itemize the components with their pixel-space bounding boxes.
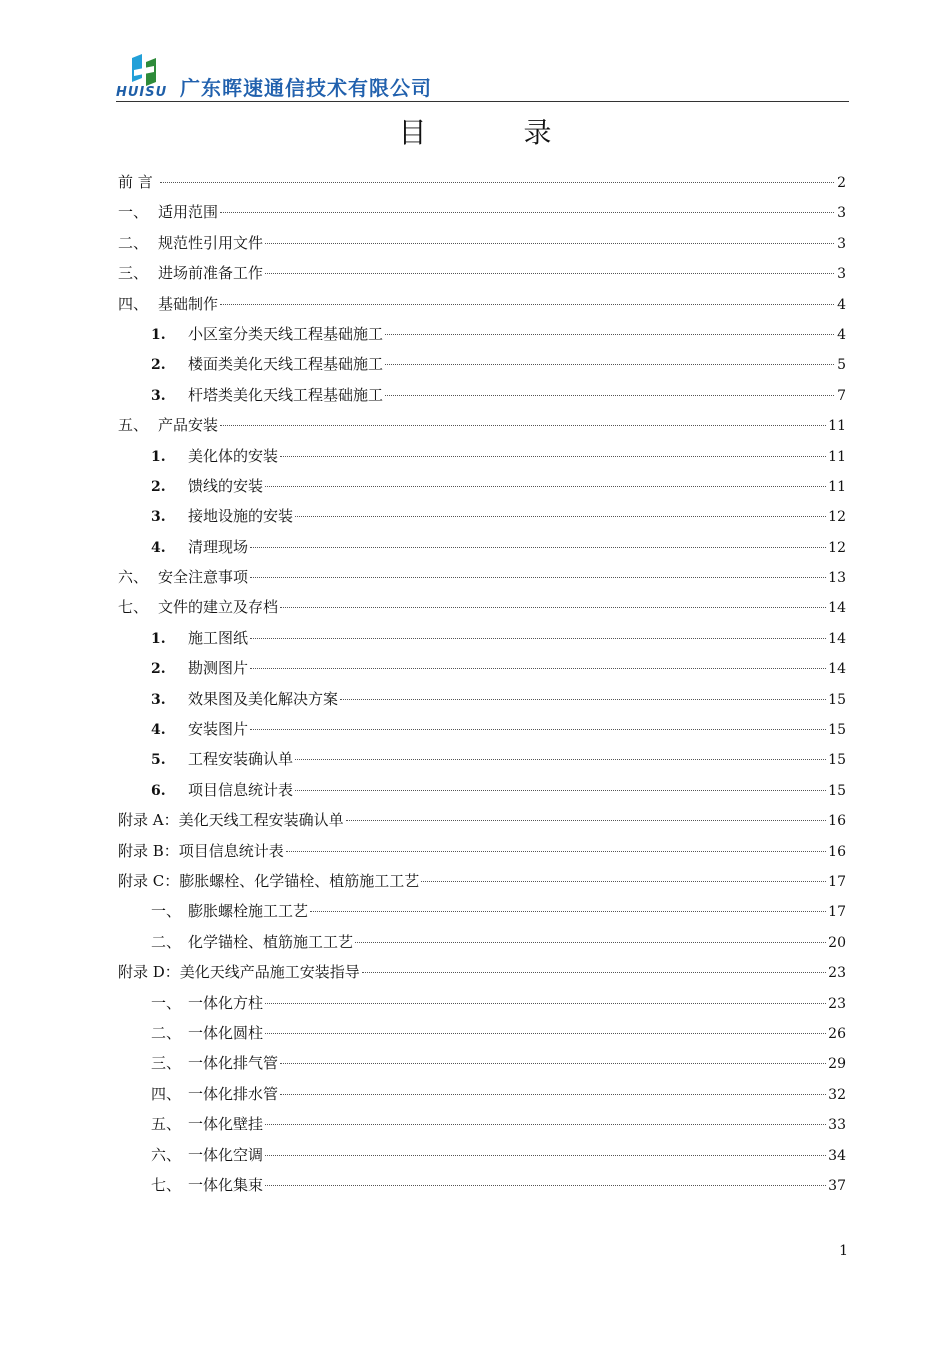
toc-leader-dots xyxy=(265,486,826,487)
toc-entry-number: 五、 xyxy=(151,1115,182,1134)
toc-entry-number: 3. xyxy=(151,691,166,708)
toc-leader-dots xyxy=(295,759,826,760)
toc-entry-page: 11 xyxy=(828,448,846,465)
toc-entry-number: 6. xyxy=(151,782,166,799)
toc-leader-dots xyxy=(220,212,834,213)
toc-entry[interactable] xyxy=(118,1079,846,1109)
toc-leader-dots xyxy=(265,243,834,244)
toc-entry-number: 七、 xyxy=(118,598,149,617)
toc-entry-number: 四、 xyxy=(151,1084,182,1103)
toc-entry[interactable] xyxy=(118,532,846,562)
toc-entry[interactable] xyxy=(118,896,846,926)
toc-entry-label: 项目信息统计表 xyxy=(188,780,294,799)
toc-entry[interactable] xyxy=(118,197,846,227)
toc-entry-page: 12 xyxy=(828,509,846,526)
toc-entry-number: 前 言 xyxy=(118,173,153,191)
toc-entry-label: 美化体的安装 xyxy=(188,446,279,465)
toc-leader-dots xyxy=(385,334,834,335)
toc-entry-label: 附录 B：项目信息统计表 xyxy=(118,841,284,860)
toc-leader-dots xyxy=(280,456,826,457)
toc-entry-label: 附录 A：美化天线工程安装确认单 xyxy=(118,811,344,830)
toc-leader-dots xyxy=(265,273,834,274)
toc-entry-number: 二、 xyxy=(118,233,149,252)
toc-entry-number: 一、 xyxy=(151,993,182,1012)
toc-entry-number: 3. xyxy=(151,509,166,526)
toc-entry-page: 17 xyxy=(828,904,846,921)
toc-entry-page: 7 xyxy=(837,387,846,404)
toc-leader-dots xyxy=(250,638,826,639)
toc-entry-label: 一体化空调 xyxy=(188,1145,264,1164)
toc-entry-number: 5. xyxy=(151,752,166,769)
toc-leader-dots xyxy=(295,790,826,791)
toc-entry-page: 23 xyxy=(828,995,846,1012)
toc-entry-label: 产品安装 xyxy=(158,416,219,435)
page-title: 目 录 xyxy=(398,116,596,149)
toc-entry-label: 楼面类美化天线工程基础施工 xyxy=(188,355,384,374)
toc-entry[interactable] xyxy=(118,258,846,288)
toc-entry-page: 2 xyxy=(837,175,846,191)
toc-leader-dots xyxy=(250,668,826,669)
toc-entry-page: 12 xyxy=(828,539,846,556)
toc-entry-page: 14 xyxy=(828,600,846,617)
toc-entry-page: 37 xyxy=(828,1177,846,1194)
toc-entry-label: 一体化壁挂 xyxy=(188,1115,264,1134)
toc-entry-number: 五、 xyxy=(118,416,149,435)
toc-entry-label: 规范性引用文件 xyxy=(158,233,264,252)
toc-entry-label: 效果图及美化解决方案 xyxy=(188,689,339,708)
toc-leader-dots xyxy=(265,1003,826,1004)
toc-entry-label: 施工图纸 xyxy=(188,628,249,647)
toc-entry[interactable] xyxy=(118,592,846,622)
toc-entry-label: 馈线的安装 xyxy=(188,476,264,495)
table-of-contents xyxy=(118,167,846,1200)
toc-entry-label: 一体化集束 xyxy=(188,1175,264,1194)
toc-entry-number: 4. xyxy=(151,722,166,739)
page-number: 1 xyxy=(839,1243,848,1259)
toc-entry[interactable] xyxy=(118,1109,846,1139)
toc-entry-label: 文件的建立及存档 xyxy=(158,598,279,617)
toc-entry-page: 4 xyxy=(837,326,846,343)
toc-entry-label: 杆塔类美化天线工程基础施工 xyxy=(188,385,384,404)
toc-entry-page: 34 xyxy=(828,1147,846,1164)
toc-entry-page: 26 xyxy=(828,1025,846,1042)
toc-entry-number: 1. xyxy=(151,326,166,343)
toc-entry-label: 基础制作 xyxy=(158,294,219,313)
toc-entry-number: 七、 xyxy=(151,1175,182,1194)
toc-entry[interactable] xyxy=(118,866,846,896)
toc-leader-dots xyxy=(250,577,826,578)
toc-entry-page: 16 xyxy=(828,843,846,860)
toc-entry[interactable] xyxy=(118,714,846,744)
toc-leader-dots xyxy=(250,729,826,730)
toc-leader-dots xyxy=(280,607,826,608)
toc-entry-page: 3 xyxy=(837,235,846,252)
toc-leader-dots xyxy=(280,1094,826,1095)
toc-entry[interactable] xyxy=(118,562,846,592)
toc-entry-number: 一、 xyxy=(118,203,149,222)
toc-entry-page: 11 xyxy=(828,418,846,435)
toc-entry-page: 23 xyxy=(828,965,846,982)
toc-leader-dots xyxy=(340,699,826,700)
toc-entry-number: 六、 xyxy=(151,1145,182,1164)
toc-entry-number: 四、 xyxy=(118,294,149,313)
toc-leader-dots xyxy=(250,547,826,548)
toc-entry[interactable] xyxy=(118,349,846,379)
toc-entry-page: 15 xyxy=(828,752,846,769)
toc-entry-number: 一、 xyxy=(151,902,182,921)
toc-entry-label: 化学锚栓、植筋施工工艺 xyxy=(188,932,354,951)
toc-entry[interactable] xyxy=(118,289,846,319)
toc-entry-page: 4 xyxy=(837,296,846,313)
toc-leader-dots xyxy=(160,182,834,183)
toc-leader-dots xyxy=(220,304,834,305)
toc-entry-label: 工程安装确认单 xyxy=(188,750,294,769)
toc-entry-number: 1. xyxy=(151,448,166,465)
toc-entry[interactable] xyxy=(118,1170,846,1200)
toc-entry-number: 二、 xyxy=(151,1023,182,1042)
toc-entry-label: 小区室分类天线工程基础施工 xyxy=(188,324,384,343)
toc-entry-label: 一体化排气管 xyxy=(188,1054,279,1073)
toc-entry-page: 14 xyxy=(828,661,846,678)
toc-leader-dots xyxy=(310,911,826,912)
toc-entry[interactable] xyxy=(118,228,846,258)
toc-entry-page: 15 xyxy=(828,691,846,708)
toc-leader-dots xyxy=(295,516,826,517)
toc-entry[interactable] xyxy=(118,1018,846,1048)
toc-entry-page: 29 xyxy=(828,1056,846,1073)
toc-entry[interactable] xyxy=(118,623,846,653)
toc-leader-dots xyxy=(265,1155,826,1156)
toc-entry-label: 安全注意事项 xyxy=(158,568,249,587)
toc-entry[interactable] xyxy=(118,319,846,349)
toc-entry-page: 17 xyxy=(828,873,846,890)
toc-entry-label: 接地设施的安装 xyxy=(188,507,294,526)
toc-entry-number: 3. xyxy=(151,387,166,404)
toc-entry-page: 20 xyxy=(828,934,846,951)
toc-entry-number: 三、 xyxy=(151,1054,182,1073)
toc-entry[interactable] xyxy=(118,501,846,531)
company-name: 广东晖速通信技术有限公司 xyxy=(180,76,432,100)
toc-entry[interactable] xyxy=(118,836,846,866)
toc-entry[interactable] xyxy=(118,744,846,774)
toc-entry-page: 13 xyxy=(828,570,846,587)
toc-leader-dots xyxy=(362,972,826,973)
toc-entry-label: 一体化圆柱 xyxy=(188,1023,264,1042)
toc-leader-dots xyxy=(286,851,826,852)
toc-entry-page: 14 xyxy=(828,630,846,647)
toc-entry-page: 33 xyxy=(828,1117,846,1134)
toc-entry-number: 三、 xyxy=(118,264,149,283)
toc-entry-label: 适用范围 xyxy=(158,203,219,222)
toc-entry-page: 11 xyxy=(828,478,846,495)
toc-entry-number: 1. xyxy=(151,630,166,647)
toc-entry-page: 5 xyxy=(837,357,846,374)
toc-entry-label: 勘测图片 xyxy=(188,659,249,678)
toc-entry-page: 16 xyxy=(828,813,846,830)
toc-entry-number: 六、 xyxy=(118,568,149,587)
toc-entry[interactable] xyxy=(118,410,846,440)
toc-entry-page: 32 xyxy=(828,1086,846,1103)
toc-entry-label: 清理现场 xyxy=(188,537,249,556)
toc-entry-label: 膨胀螺栓施工工艺 xyxy=(188,902,309,921)
toc-entry[interactable] xyxy=(118,167,846,197)
toc-entry-number: 4. xyxy=(151,539,166,556)
page-header xyxy=(116,52,849,102)
toc-entry[interactable] xyxy=(118,684,846,714)
toc-entry-label: 附录 C：膨胀螺栓、化学锚栓、植筋施工工艺 xyxy=(118,871,420,890)
toc-entry-label: 进场前准备工作 xyxy=(158,264,264,283)
toc-entry[interactable] xyxy=(118,927,846,957)
toc-entry[interactable] xyxy=(118,441,846,471)
toc-leader-dots xyxy=(265,1124,826,1125)
toc-entry-page: 3 xyxy=(837,266,846,283)
toc-entry[interactable] xyxy=(118,1140,846,1170)
toc-entry-label: 安装图片 xyxy=(188,720,249,739)
toc-entry-number: 二、 xyxy=(151,932,182,951)
toc-entry-number: 2. xyxy=(151,661,166,678)
toc-entry[interactable] xyxy=(118,1048,846,1078)
toc-leader-dots xyxy=(265,1185,826,1186)
toc-entry[interactable] xyxy=(118,380,846,410)
toc-leader-dots xyxy=(355,942,826,943)
toc-leader-dots xyxy=(265,1033,826,1034)
toc-entry-label: 附录 D：美化天线产品施工安装指导 xyxy=(118,963,360,982)
toc-entry[interactable] xyxy=(118,988,846,1018)
toc-entry-label: 一体化排水管 xyxy=(188,1084,279,1103)
toc-entry[interactable] xyxy=(118,471,846,501)
toc-entry-number: 2. xyxy=(151,357,166,374)
toc-entry-page: 15 xyxy=(828,782,846,799)
toc-entry-label: 一体化方柱 xyxy=(188,993,264,1012)
toc-leader-dots xyxy=(385,364,834,365)
toc-leader-dots xyxy=(220,425,826,426)
toc-entry-page: 15 xyxy=(828,722,846,739)
toc-entry[interactable] xyxy=(118,775,846,805)
toc-entry[interactable] xyxy=(118,805,846,835)
toc-entry[interactable] xyxy=(118,957,846,987)
toc-entry-page: 3 xyxy=(837,205,846,222)
toc-leader-dots xyxy=(385,395,834,396)
logo-text: HUISU xyxy=(116,85,168,100)
toc-entry[interactable] xyxy=(118,653,846,683)
toc-leader-dots xyxy=(421,881,826,882)
toc-entry-number: 2. xyxy=(151,478,166,495)
toc-leader-dots xyxy=(280,1063,826,1064)
toc-leader-dots xyxy=(346,820,827,821)
